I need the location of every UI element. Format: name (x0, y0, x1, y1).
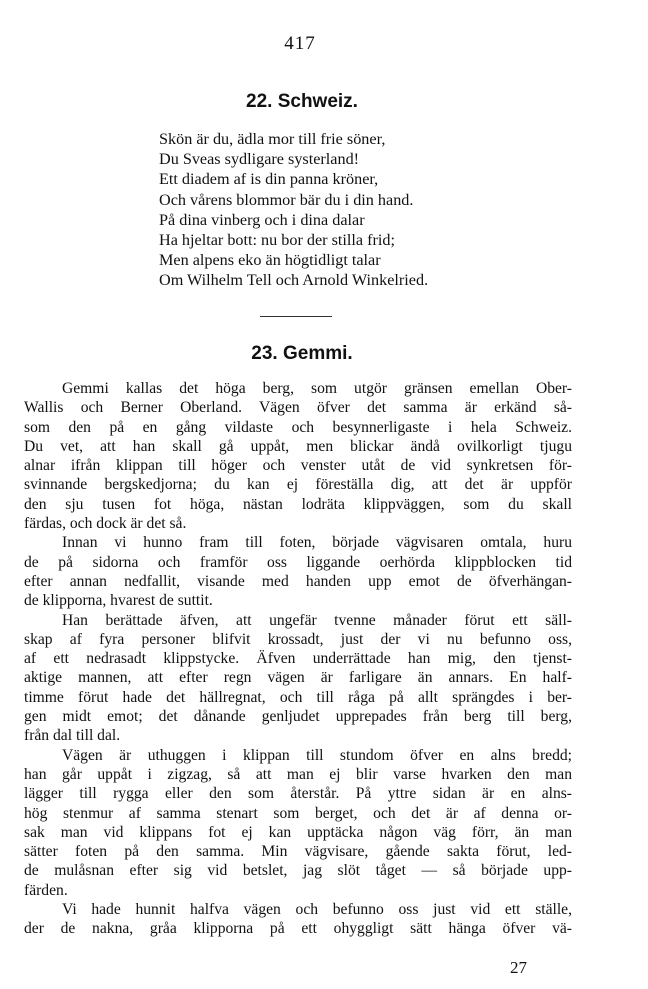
text-line: sätter foten på den samma. Min vägvisare, gående sakta förut, led- (24, 843, 572, 861)
poem-schweiz (159, 129, 499, 291)
text-line: färden. (24, 881, 68, 899)
page-number: 417 (284, 33, 316, 54)
text-line: Vägen är uthuggen i klippan till stundom öfver en alns bredd; (62, 746, 572, 764)
text-line: Vi hade hunnit halfva vägen och befunno oss just vid ett ställe, (62, 901, 572, 919)
text-line: den sju tusen fot höga, nästan lodräta klippväggen, som du skall (24, 495, 572, 513)
text-line: lägger till rygga eller den som återstår. På yttre sidan är en alns- (24, 785, 572, 803)
signature-mark: 27 (510, 958, 527, 977)
text-line: färdas, och dock är det så. (24, 515, 187, 533)
poem-line: Skön är du, ädla mor till frie söner, (159, 130, 386, 148)
text-line: Wallis och Berner Oberland. Vägen öfver det samma är erkänd så- (24, 399, 572, 417)
text-line: Han berättade äfven, att ungefär tvenne månader förut ett säll- (62, 611, 572, 629)
text-line: gen midt emot; det dånande genljudet upprepades från berg till berg, (24, 708, 572, 726)
poem-line: Och vårens blommor bär du i din hand. (159, 190, 414, 209)
text-line: efter annan nedfallit, visande med handen upp emot de öfverhängan- (24, 572, 572, 590)
text-line: han går uppåt i zigzag, så att man ej blir varse hvarken den man (24, 765, 572, 783)
text-line: från dal till dal. (24, 727, 121, 745)
text-line: skap af fyra personer blifvit krossadt, just der vi nu befunno oss, (24, 630, 572, 648)
poem-line: Ha hjeltar bott: nu bor der stilla frid; (159, 231, 396, 250)
text-line: timme förut hade det hällregnat, och till råga på allt sprängdes i ber- (24, 688, 572, 706)
text-line: Innan vi hunno fram till foten, började vägvisaren omtala, huru (62, 534, 572, 552)
text-line: aktige mannen, att efter regn vägen är farligare än annars. En half- (24, 669, 572, 687)
text-line: de på sidorna och framför oss liggande oerhörda klippblocken tid (24, 553, 572, 571)
text-line: som den på en gång vildaste och besynnerligaste i hela Schweiz. (24, 418, 572, 436)
section-divider (260, 316, 332, 317)
text-line: Du vet, att han skall gå uppåt, men blickar ändå ovilkorligt tjugu (24, 437, 572, 455)
text-line: alnar ifrån klippan till höger och venster utåt de vid synkretsen för- (24, 457, 572, 475)
section-title-schweiz: 22. Schweiz. (246, 91, 358, 112)
text-line: der de nakna, gråa klipporna på ett ohyggligt sätt hänga öfver vä- (24, 920, 572, 938)
poem-line: På dina vinberg och i dina dalar (159, 210, 365, 229)
text-line: de mulåsnan efter sig vid betslet, jag slöt tåget — så började upp- (24, 862, 572, 880)
text-line: sak man vid klippans fot ej kan upptäcka någon väg förr, än man (24, 823, 572, 841)
text-line: Gemmi kallas det höga berg, som utgör gränsen emellan Ober- (62, 380, 572, 397)
text-line: af ett nedrasadt klippstycke. Äfven underrättade han mig, den tjenst- (24, 650, 572, 668)
prose-gemmi (24, 379, 572, 939)
poem-line: Om Wilhelm Tell och Arnold Winkelried. (159, 271, 429, 290)
text-line: de klipporna, hvarest de suttit. (24, 592, 213, 610)
text-line: svinnande bergskedjorna; du kan ej föreställa dig, att det är uppför (24, 476, 572, 494)
poem-line: Du Sveas sydligare systerland! (159, 150, 360, 169)
poem-line: Ett diadem af is din panna kröner, (159, 170, 379, 189)
section-title-gemmi: 23. Gemmi. (251, 343, 353, 364)
poem-line: Men alpens eko än högtidligt talar (159, 251, 381, 270)
text-line: hög stenmur af samma stenart som berget, och det är af denna or- (24, 804, 572, 822)
